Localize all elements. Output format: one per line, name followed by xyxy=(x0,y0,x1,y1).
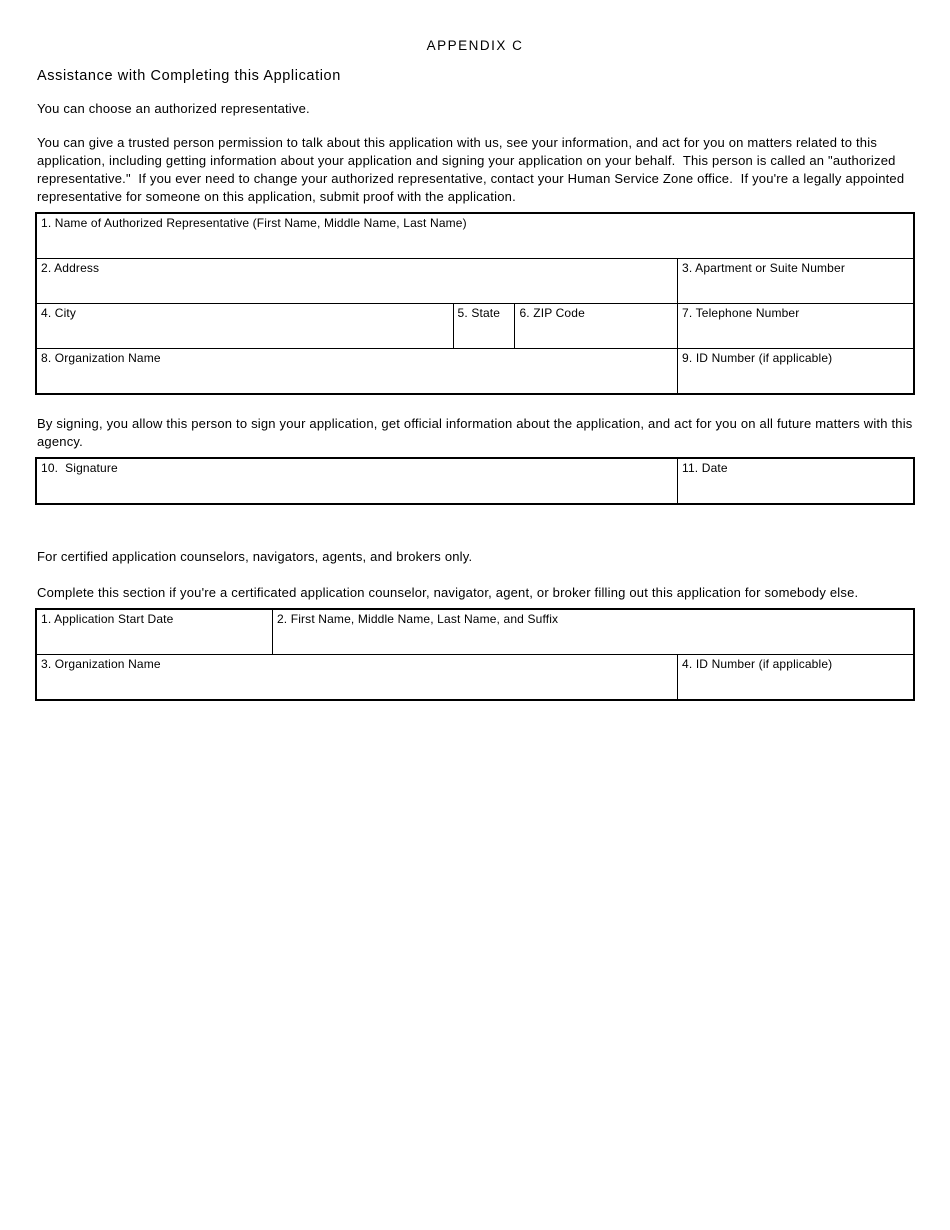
field-apartment-label: 3. Apartment or Suite Number xyxy=(682,261,845,275)
field-telephone-label: 7. Telephone Number xyxy=(682,306,800,320)
field-address-label: 2. Address xyxy=(41,261,100,275)
field-counselor-organization[interactable] xyxy=(36,655,678,701)
field-rep-name-label: 1. Name of Authorized Representative (First Name, Middle Name, Last Name) xyxy=(41,216,467,230)
field-counselor-id-number-label: 4. ID Number (if applicable) xyxy=(682,657,833,671)
authorized-representative-table xyxy=(35,212,915,395)
field-state[interactable] xyxy=(453,304,515,349)
field-city[interactable] xyxy=(36,304,453,349)
field-telephone[interactable] xyxy=(678,304,914,349)
field-counselor-name-label: 2. First Name, Middle Name, Last Name, and Suffix xyxy=(276,612,559,626)
field-zip[interactable] xyxy=(515,304,678,349)
table-row xyxy=(36,655,914,701)
page-title: APPENDIX C xyxy=(426,38,524,53)
signing-note: By signing, you allow this person to sign your application, get official information about the application, and act for you on all future matters with this agency. xyxy=(37,416,917,449)
field-application-start-date-label: 1. Application Start Date xyxy=(41,612,174,626)
field-counselor-name[interactable] xyxy=(272,609,914,655)
field-signature-label: 10. Signature xyxy=(41,461,118,475)
field-apartment[interactable] xyxy=(678,259,914,304)
field-zip-label: 6. ZIP Code xyxy=(519,306,585,320)
table-row xyxy=(36,349,914,395)
field-date[interactable] xyxy=(678,458,914,504)
table-row xyxy=(36,304,914,349)
table-row xyxy=(36,213,914,259)
signature-table xyxy=(35,457,915,505)
counselor-instruction: Complete this section if you're a certificated application counselor, navigator, agent, or broker filling out this application for somebody else. xyxy=(37,585,859,600)
form-heading: Assistance with Completing this Application xyxy=(37,68,341,84)
field-rep-name[interactable] xyxy=(36,213,914,259)
field-signature[interactable] xyxy=(36,458,678,504)
field-date-label: 11. Date xyxy=(682,461,728,475)
field-counselor-id-number[interactable] xyxy=(678,655,914,701)
table-row xyxy=(36,609,914,655)
lead-text: You can choose an authorized representative. xyxy=(37,101,310,116)
field-state-label: 5. State xyxy=(457,306,501,320)
field-organization-label: 8. Organization Name xyxy=(41,351,161,365)
field-id-number[interactable] xyxy=(678,349,914,395)
intro-paragraph: You can give a trusted person permission to talk about this application with us, see your information, and act for you on matters related to this application, including getting information about your application and signing your application on your behalf. This person is called an "authorized representative." If you ever need to change your authorized representative, contact your Human Service Zone office. If you're a legally appointed representative for someone on this application, submit proof with the application. xyxy=(37,135,909,204)
field-organization[interactable] xyxy=(36,349,678,395)
counselor-section-heading: For certified application counselors, navigators, agents, and brokers only. xyxy=(37,549,473,564)
field-counselor-organization-label: 3. Organization Name xyxy=(41,657,161,671)
counselor-table xyxy=(35,608,915,701)
table-row xyxy=(36,259,914,304)
table-row xyxy=(36,458,914,504)
field-address[interactable] xyxy=(36,259,678,304)
field-application-start-date[interactable] xyxy=(36,609,272,655)
field-id-number-label: 9. ID Number (if applicable) xyxy=(682,351,833,365)
field-city-label: 4. City xyxy=(41,306,77,320)
